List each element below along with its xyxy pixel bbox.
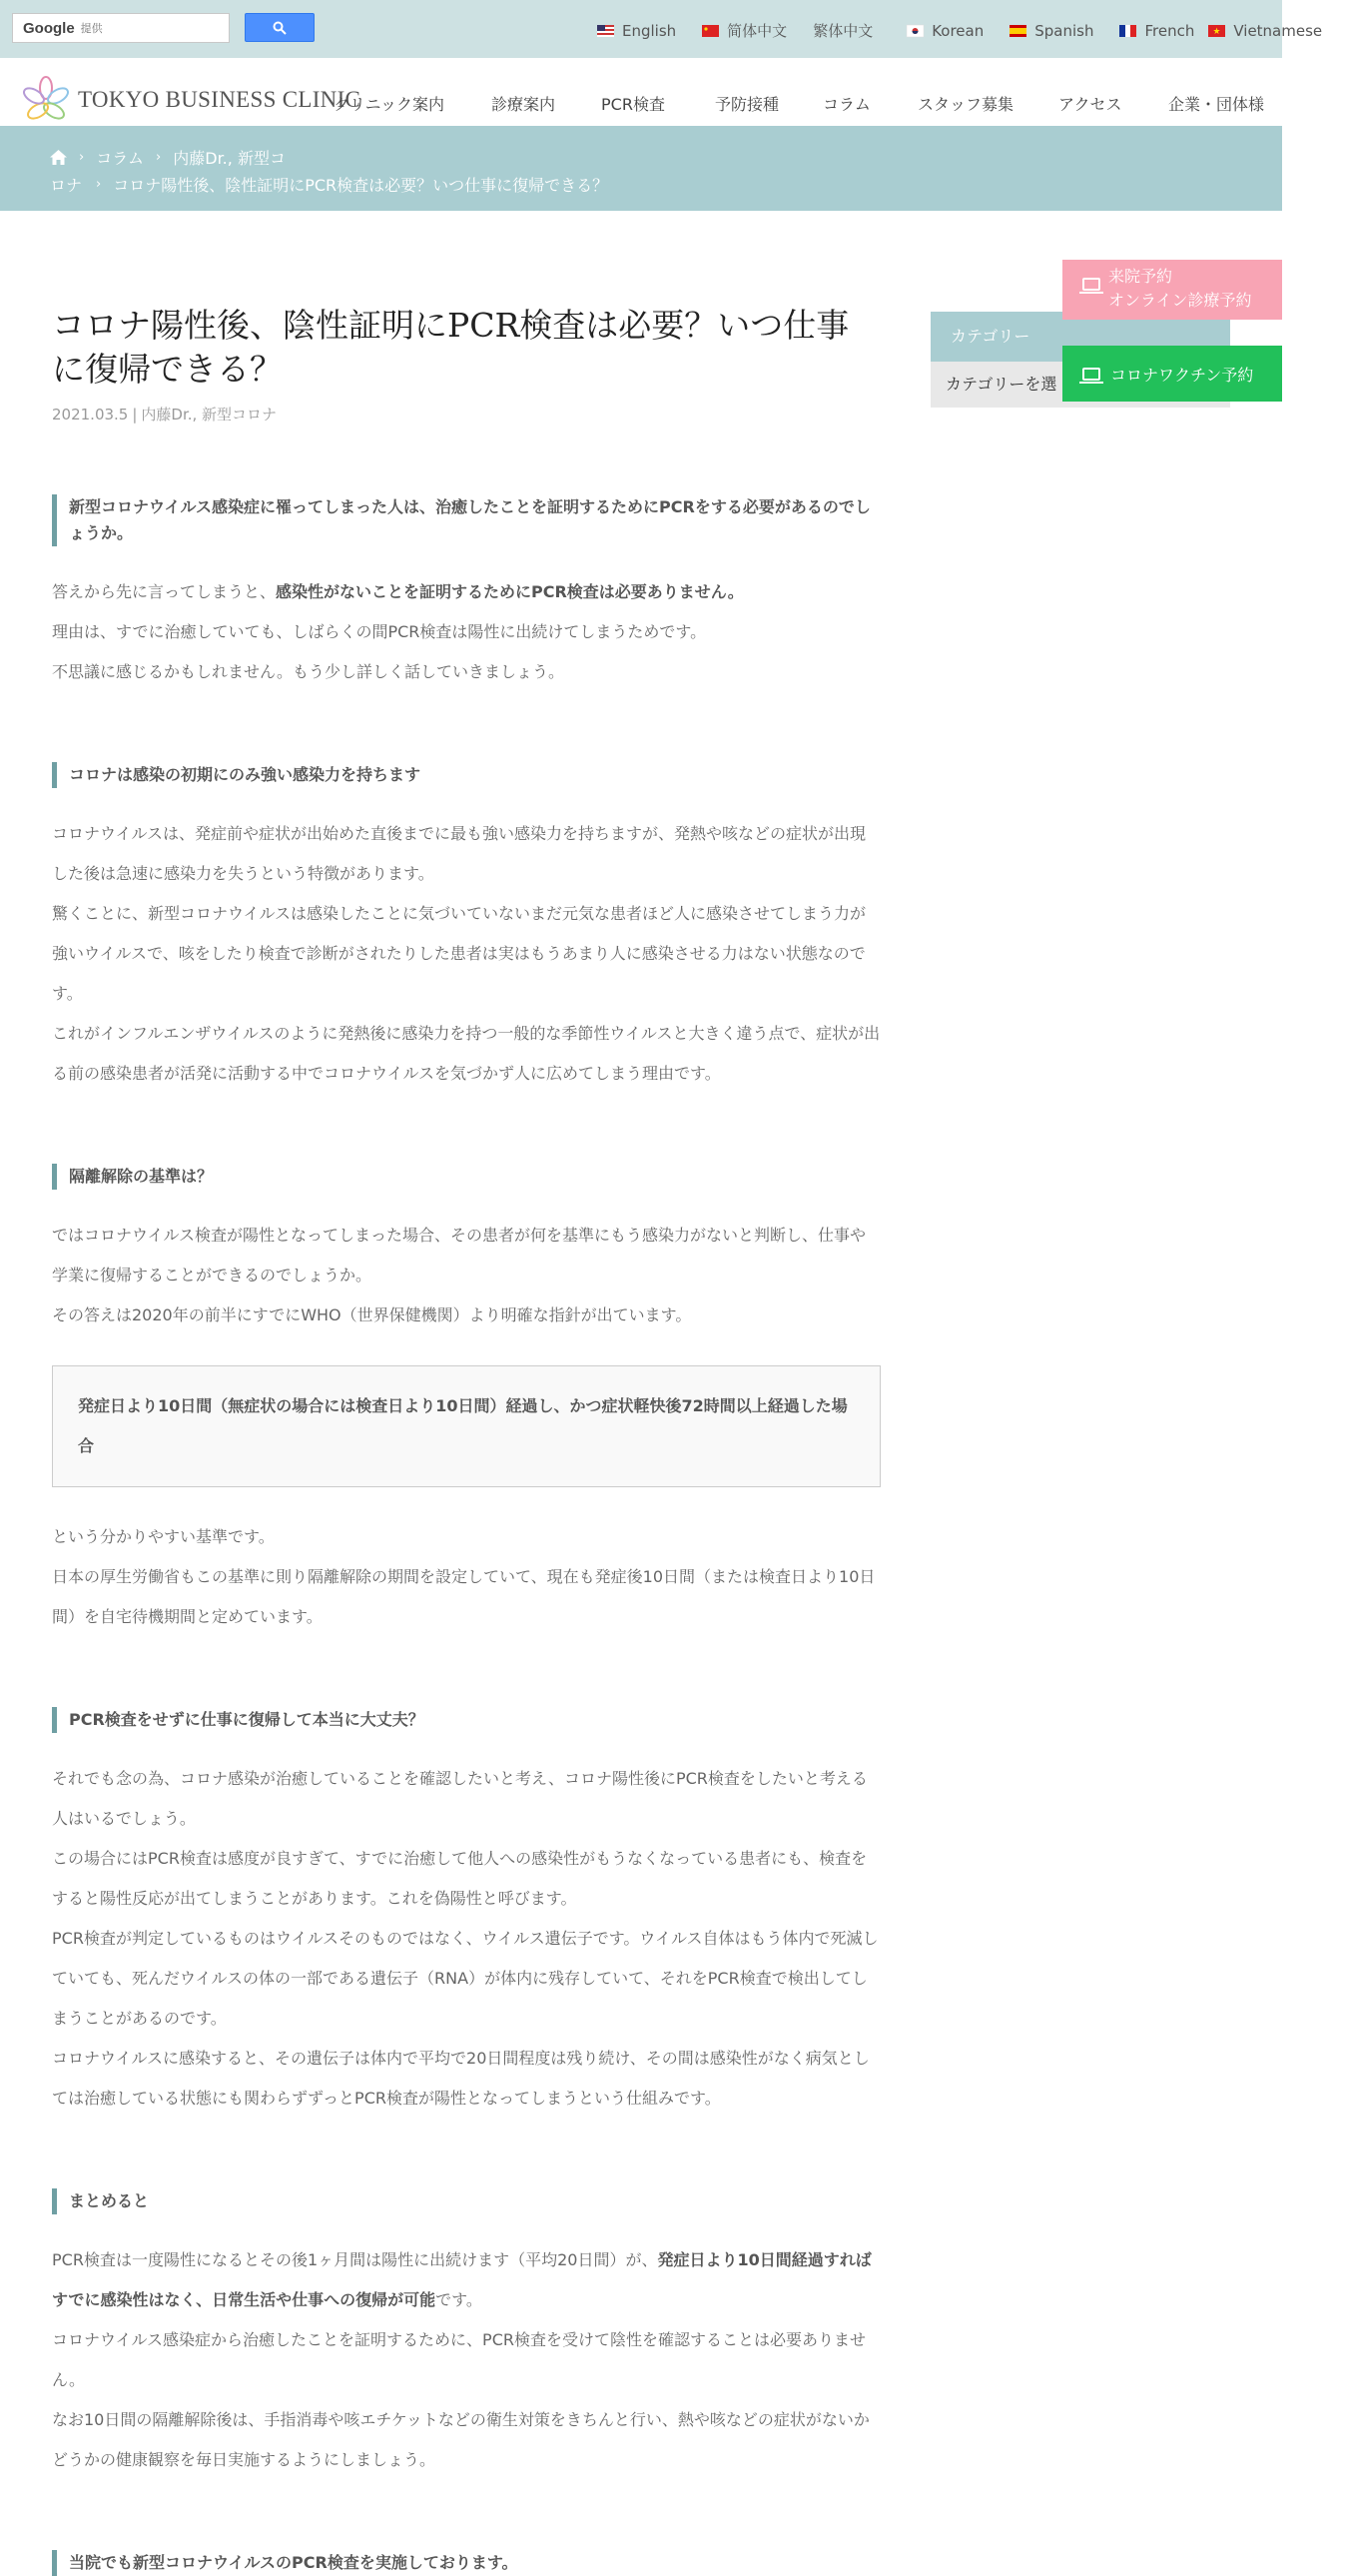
lang-vietnamese[interactable]	[1208, 22, 1322, 40]
paragraph: 答えから先に言ってしまうと、感染性がないことを証明するためにPCR検査は必要ありません。	[52, 582, 744, 601]
home-icon[interactable]	[50, 150, 67, 165]
paragraph: コロナウイルスに感染すると、その遺伝子は体内で平均で20日間程度は残り続け、その間は感染性がなく病気としては治癒している状態にも関わらずずっとPCR検査が陽性となってしまうという仕組みです。	[52, 2049, 870, 2108]
google-search-button[interactable]	[245, 13, 315, 42]
breadcrumb-column[interactable]: コラム	[96, 149, 145, 168]
lead-heading: 新型コロナウイルス感染症に罹ってしまった人は、治癒したことを証明するためにPCRをする必要があるのでしょうか。	[52, 494, 881, 546]
paragraph: ではコロナウイルス検査が陽性となってしまった場合、その患者が何を基準にもう感染力がないと判断し、仕事や学業に復帰することができるのでしょうか。	[52, 1226, 867, 1285]
flower-logo-icon	[20, 76, 72, 124]
paragraph: という分かりやすい基準です。	[52, 1527, 275, 1546]
lang-label: Vietnamese	[1233, 21, 1323, 40]
logo-text: TOKYO BUSINESS CLINIC	[78, 87, 361, 112]
reservation-line2: オンライン診療予約	[1108, 291, 1252, 310]
google-hint: 提供	[80, 22, 103, 35]
chevron-right-icon: ›	[79, 150, 85, 165]
lang-english[interactable]	[597, 22, 676, 40]
vaccine-reservation-button[interactable]	[1062, 346, 1282, 402]
paragraph: 日本の厚生労働省もこの基準に則り隔離解除の期間を設定していて、現在も発症後10日間（または検査日より10日間）を自宅待機期間と定めています。	[52, 1567, 876, 1626]
chevron-right-icon: ›	[156, 150, 162, 165]
nav-item-medical[interactable]: 診療案内	[491, 95, 556, 114]
paragraph: コロナウイルス感染症から治癒したことを証明するために、PCR検査を受けて陰性を確認することは必要ありません。	[52, 2330, 866, 2389]
lang-traditional-chinese[interactable]	[813, 20, 873, 41]
google-logo: Google	[23, 19, 75, 37]
lang-korean[interactable]	[907, 22, 984, 40]
vn-flag-icon	[1208, 25, 1225, 37]
top-bar	[0, 0, 1323, 58]
paragraph: コロナウイルスは、発症前や症状が出始めた直後までに最も強い感染力を持ちますが、発熱や咳などの症状が出現した後は急速に感染力を失うという特徴があります。	[52, 824, 867, 883]
language-switcher	[597, 20, 1348, 41]
lang-label: 简体中文	[727, 22, 788, 40]
section-heading: PCR検査をせずに仕事に復帰して本当に大丈夫？	[52, 1707, 881, 1733]
lang-label: French	[1144, 21, 1195, 40]
laptop-icon	[1082, 278, 1100, 291]
paragraph: PCR検査は一度陽性になるとその後1ヶ月間は陽性に出続けます（平均20日間）が、発症日より10日間経過すればすでに感染性はなく、日常生活や仕事への復帰が可能です。	[52, 2250, 872, 2309]
vaccine-label: コロナワクチン予約	[1110, 365, 1254, 385]
paragraph: 理由は、すでに治癒していても、しばらくの間PCR検査は陽性に出続けてしまうためです。	[52, 622, 707, 641]
nav-item-corporate[interactable]: 企業・団体様	[1168, 95, 1265, 114]
article-category[interactable]: 内藤Dr., 新型コロナ	[141, 406, 278, 424]
lang-simplified-chinese[interactable]	[702, 20, 787, 41]
us-flag-icon	[597, 25, 614, 37]
breadcrumb-category-cont[interactable]: ロナ	[50, 176, 83, 195]
article-title: コロナ陽性後、陰性証明にPCR検査は必要？いつ仕事に復帰できる？	[52, 306, 850, 389]
search-icon	[273, 21, 287, 35]
article-meta: 2021.03.5 | 内藤Dr., 新型コロナ	[52, 406, 278, 424]
criteria-quote: 発症日より10日間（無症状の場合には検査日より10日間）経過し、かつ症状軽快後72時間以上経過した場合	[52, 1365, 881, 1487]
section-heading: 当院でも新型コロナウイルスのPCR検査を実施しております。	[52, 2550, 881, 2576]
paragraph: 不思議に感じるかもしれません。もう少し詳しく話していきましょう。	[52, 662, 564, 681]
article	[52, 304, 881, 2576]
reservation-button[interactable]	[1062, 260, 1282, 320]
lang-spanish[interactable]	[1010, 22, 1093, 40]
breadcrumb	[0, 126, 1282, 211]
laptop-icon	[1082, 368, 1100, 381]
article-date: 2021.03.5	[52, 406, 129, 424]
site-logo[interactable]	[20, 76, 360, 124]
breadcrumb-category[interactable]: 内藤Dr., 新型コ	[173, 149, 286, 168]
lang-label: Spanish	[1034, 21, 1094, 40]
paragraph: PCR検査が判定しているものはウイルスそのものではなく、ウイルス遺伝子です。ウイルス自体はもう体内で死滅していても、死んだウイルスの体の一部である遺伝子（RNA）が体内に残存していて、それをPCR検査で検出してしまうことがあるのです。	[52, 1929, 879, 2028]
lang-label: Korean	[932, 21, 985, 40]
nav-item-recruit[interactable]: スタッフ募集	[918, 95, 1014, 114]
site-header	[0, 58, 1282, 126]
nav-item-access[interactable]: アクセス	[1058, 95, 1122, 114]
breadcrumb-current: コロナ陽性後、陰性証明にPCR検査は必要？いつ仕事に復帰できる？	[113, 176, 609, 195]
chevron-right-icon: ›	[96, 177, 102, 192]
category-heading: カテゴリー	[931, 312, 1230, 362]
paragraph: その答えは2020年の前半にすでにWHO（世界保健機関）より明確な指針が出ています。	[52, 1305, 692, 1324]
lang-label: English	[622, 21, 677, 40]
es-flag-icon	[1010, 25, 1026, 37]
paragraph: この場合にはPCR検査は感度が良すぎて、すでに治癒して他人への感染性がもうなくなっている患者にも、検査をすると陽性反応が出てしまうことがあります。これを偽陽性と呼びます。	[52, 1849, 868, 1908]
cn-flag-icon	[702, 25, 719, 37]
section-heading: まとめると	[52, 2188, 881, 2214]
lang-label: 繁体中文	[813, 22, 874, 40]
category-select[interactable]: カテゴリーを選	[931, 362, 1230, 408]
section-heading: コロナは感染の初期にのみ強い感染力を持ちます	[52, 762, 881, 788]
nav-item-vaccination[interactable]: 予防接種	[715, 95, 780, 114]
kr-flag-icon	[907, 25, 924, 37]
paragraph: 驚くことに、新型コロナウイルスは感染したことに気づいていないまだ元気な患者ほど人に感染させてしまう力が強いウイルスで、咳をしたり検査で診断がされたりした患者は実はもうあまり人に感染させる力はない状態なのです。	[52, 904, 867, 1003]
paragraph: それでも念の為、コロナ感染が治癒していることを確認したいと考え、コロナ陽性後にPCR検査をしたいと考える人はいるでしょう。	[52, 1769, 868, 1828]
nav-item-clinic[interactable]: クリニック案内	[334, 95, 445, 114]
reservation-line1: 来院予約	[1108, 267, 1173, 286]
nav-item-column[interactable]: コラム	[823, 95, 871, 114]
fr-flag-icon	[1119, 25, 1136, 37]
lang-french[interactable]	[1119, 22, 1194, 40]
section-heading: 隔離解除の基準は？	[52, 1164, 881, 1190]
paragraph: これがインフルエンザウイルスのように発熱後に感染力を持つ一般的な季節性ウイルスと大きく違う点で、症状が出る前の感染患者が活発に活動する中でコロナウイルスを気づかず人に広めてしまう理由です。	[52, 1024, 881, 1083]
google-translate-search[interactable]	[12, 13, 230, 43]
paragraph: なお10日間の隔離解除後は、手指消毒や咳エチケットなどの衛生対策をきちんと行い、熱や咳などの症状がないかどうかの健康観察を毎日実施するようにしましょう。	[52, 2410, 870, 2469]
nav-item-pcr[interactable]: PCR検査	[601, 95, 665, 114]
